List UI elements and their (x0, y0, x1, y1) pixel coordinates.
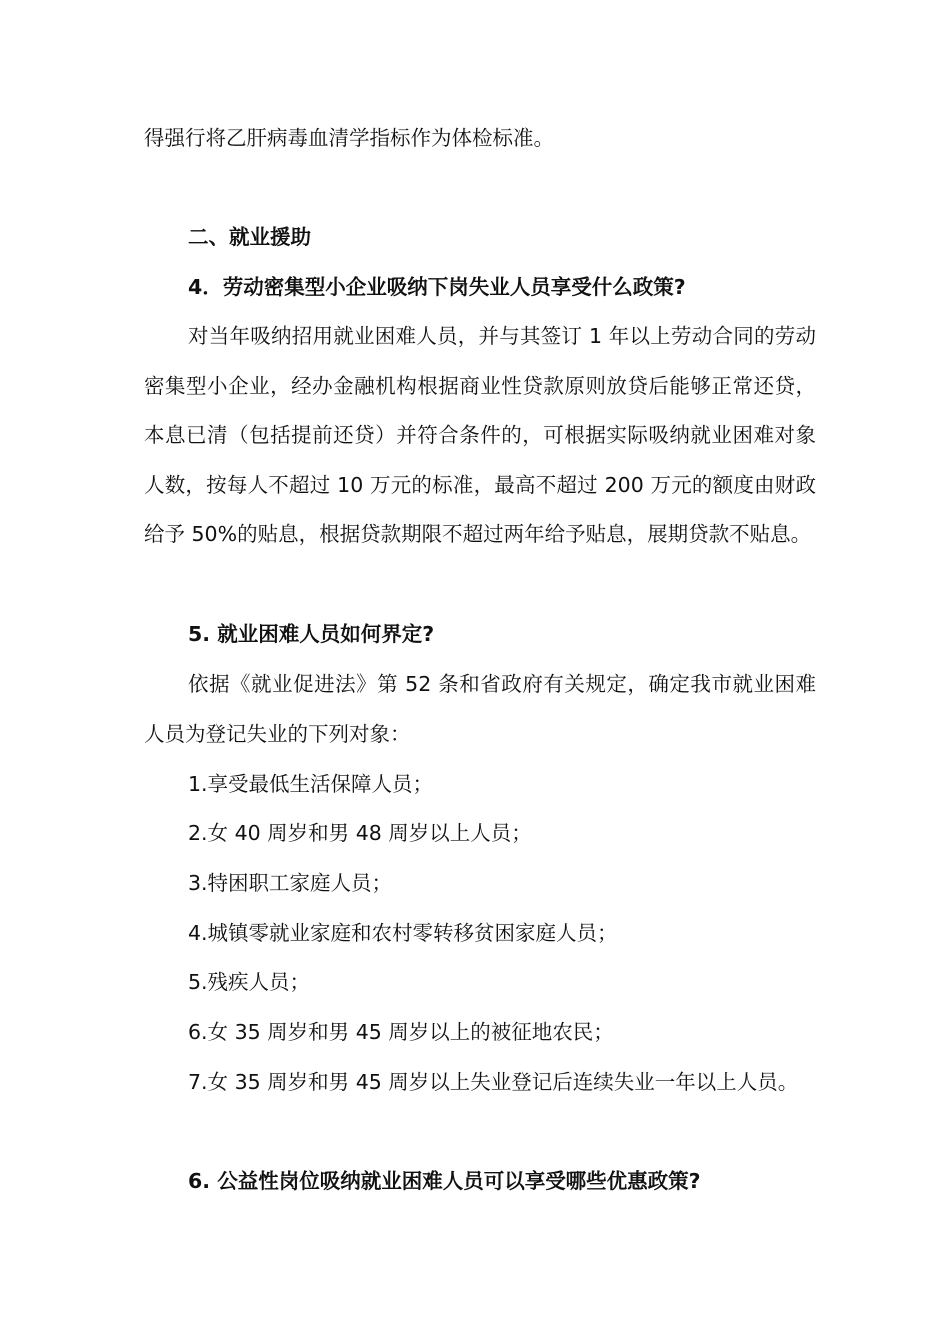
question-6-title: 6. 公益性岗位吸纳就业困难人员可以享受哪些优惠政策? (188, 1169, 701, 1193)
list-item: 7.女 35 周岁和男 45 周岁以上失业登记后连续失业一年以上人员。 (188, 1070, 799, 1094)
question-4-title: 4．劳动密集型小企业吸纳下岗失业人员享受什么政策? (188, 275, 686, 299)
continuation-text: 得强行将乙肝病毒血清学指标作为体检标准。 (144, 126, 554, 150)
section-heading: 二、就业援助 (188, 225, 311, 249)
question-4-answer: 对当年吸纳招用就业困难人员，并与其签订 1 年以上劳动合同的劳动密集型小企业，经办金融机构根据商业性贷款原则放贷后能够正常还贷，本息已清（包括提前还贷）并符合条件的，可根据实际吸纳就业困难对象人数，按每人不超过 10 万元的标准，最高不超过 200 万元的额度由财政给予 50%的贴息，根据贷款期限不超过两年给予贴息，展期贷款不贴息。 (144, 324, 816, 547)
list-item: 3.特困职工家庭人员； (188, 871, 393, 895)
list-item: 6.女 35 周岁和男 45 周岁以上的被征地农民； (188, 1020, 614, 1044)
question-5-intro: 依据《就业促进法》第 52 条和省政府有关规定，确定我市就业困难人员为登记失业的下列对象： (144, 672, 816, 746)
list-item: 4.城镇零就业家庭和农村零转移贫困家庭人员； (188, 921, 618, 945)
list-item: 5.残疾人员； (188, 970, 311, 994)
question-5-title: 5. 就业困难人员如何界定? (188, 622, 435, 646)
list-item: 1.享受最低生活保障人员； (188, 772, 434, 796)
list-item: 2.女 40 周岁和男 48 周岁以上人员； (188, 821, 532, 845)
